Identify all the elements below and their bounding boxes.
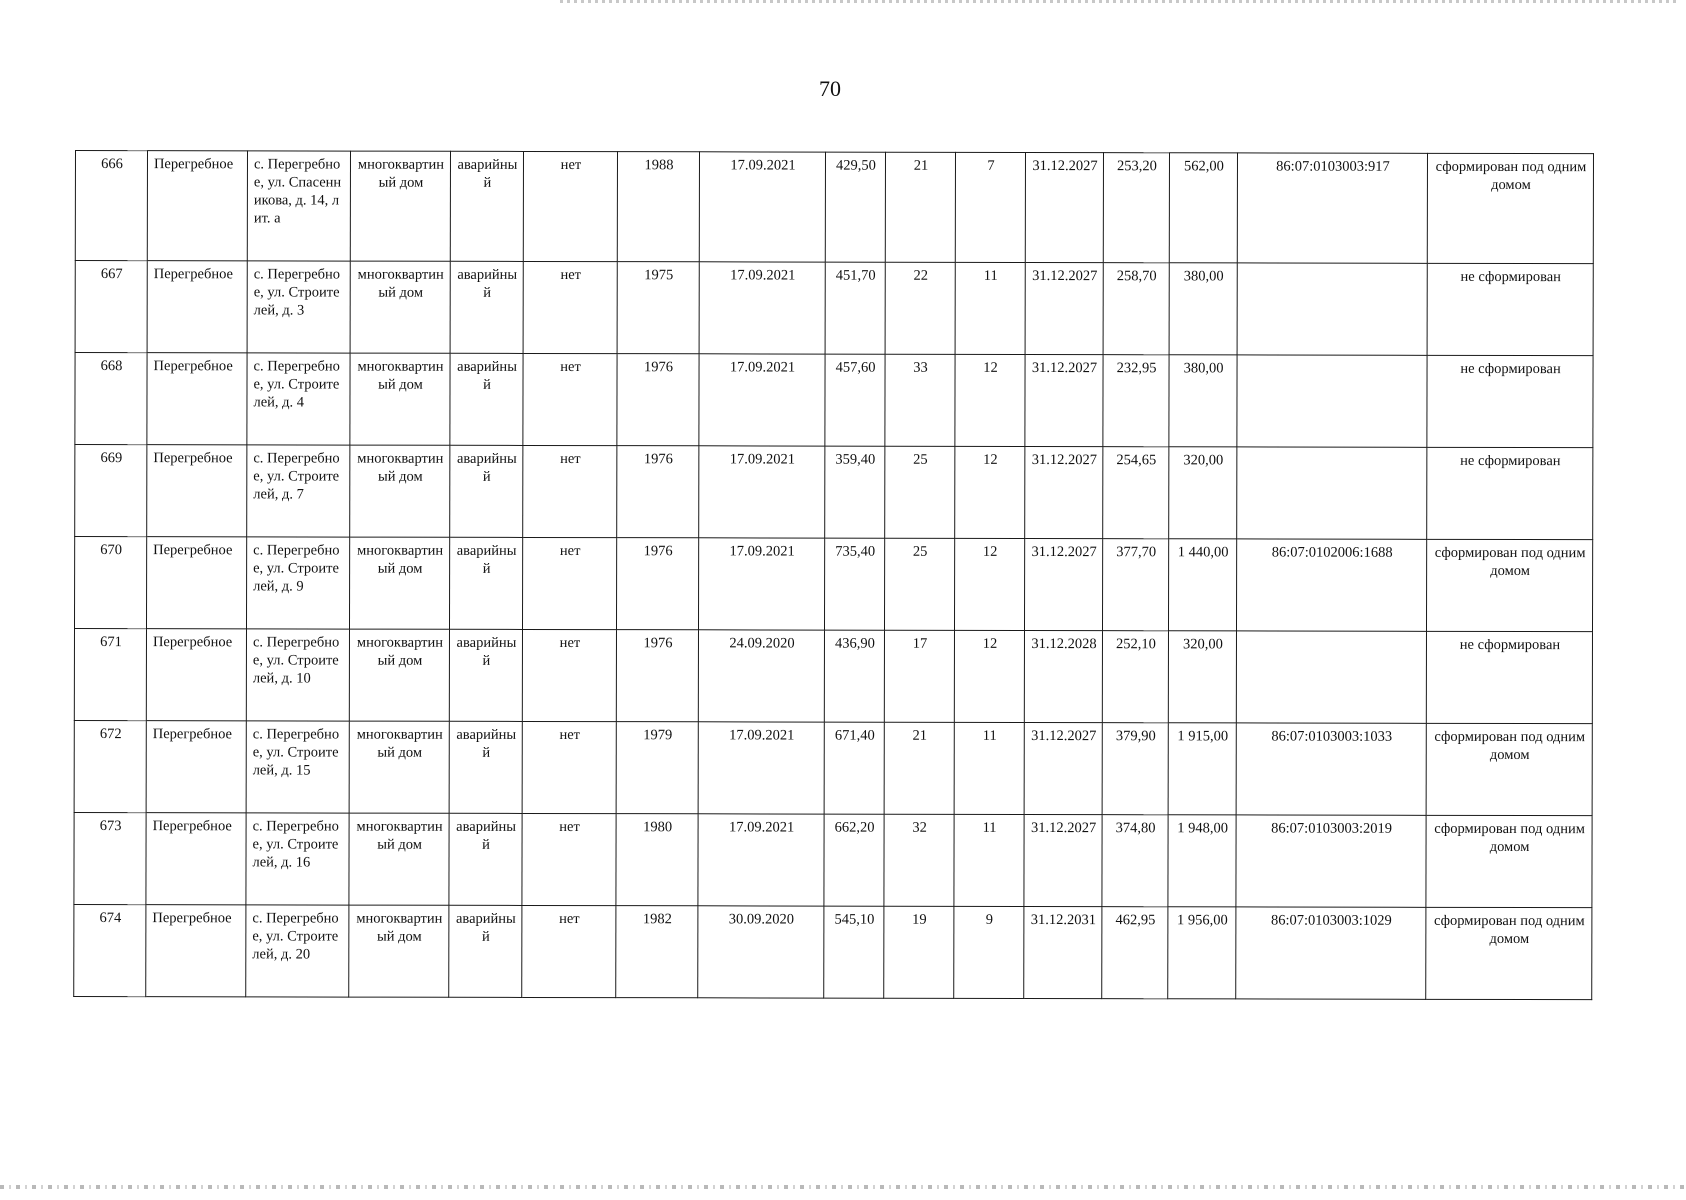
- land-plot-status-cell: не сформирован: [1427, 263, 1593, 355]
- area-cell: 359,40: [825, 446, 885, 538]
- address-cell: с. Перегребное, ул. Строителей, д. 16: [246, 813, 349, 905]
- table-row: [74, 537, 1592, 632]
- condition-cell: аварийный: [450, 151, 523, 261]
- value2-cell: 1 956,00: [1168, 907, 1236, 999]
- row-number-cell: 668: [75, 353, 147, 445]
- land-plot-status-cell: сформирован под одним домом: [1426, 539, 1592, 631]
- residents-cell: 17: [884, 630, 954, 722]
- deadline-cell: 31.12.2027: [1025, 446, 1103, 538]
- deadline-cell: 31.12.2027: [1024, 538, 1102, 630]
- settlement-cell: Перегребное: [147, 445, 247, 537]
- deadline-cell: 31.12.2028: [1024, 630, 1102, 722]
- cadastral-number-cell: 86:07:0103003:2019: [1236, 815, 1426, 907]
- value2-cell: 562,00: [1169, 153, 1237, 263]
- value2-cell: 1 915,00: [1168, 723, 1236, 815]
- flag-cell: нет: [522, 813, 616, 905]
- value1-cell: 379,90: [1102, 723, 1168, 815]
- settlement-cell: Перегребное: [146, 905, 246, 997]
- building-type-cell: многоквартиный дом: [349, 537, 449, 629]
- condition-cell: аварийный: [449, 813, 522, 905]
- registry-body: [74, 151, 1594, 1000]
- deadline-cell: 31.12.2027: [1025, 262, 1103, 354]
- page-number: 70: [819, 76, 841, 101]
- flag-cell: нет: [523, 151, 617, 261]
- build-year-cell: 1988: [617, 152, 699, 262]
- build-year-cell: 1976: [617, 446, 699, 538]
- settlement-cell: Перегребное: [147, 353, 247, 445]
- building-type-cell: многоквартиный дом: [349, 721, 449, 813]
- settlement-cell: Перегребное: [146, 721, 246, 813]
- deadline-cell: 31.12.2027: [1025, 354, 1103, 446]
- land-plot-status-cell: не сформирован: [1427, 355, 1593, 447]
- address-cell: с. Перегребное, ул. Строителей, д. 4: [247, 353, 350, 445]
- cadastral-number-cell: [1237, 355, 1427, 447]
- scan-edge-top: [560, 0, 1680, 3]
- build-year-cell: 1976: [616, 630, 698, 722]
- deadline-cell: 31.12.2031: [1024, 906, 1102, 998]
- address-cell: с. Перегребное, ул. Спасенникова, д. 14, лит. а: [247, 151, 350, 261]
- housing-registry-table: [73, 150, 1594, 1000]
- value1-cell: 254,65: [1103, 447, 1169, 539]
- land-plot-status-cell: сформирован под одним домом: [1426, 723, 1592, 815]
- residents-cell: 21: [885, 152, 955, 262]
- recognition-date-cell: 17.09.2021: [699, 354, 825, 446]
- rooms-cell: 9: [954, 906, 1024, 998]
- settlement-cell: Перегребное: [147, 261, 247, 353]
- residents-cell: 19: [884, 906, 954, 998]
- area-cell: 457,60: [825, 354, 885, 446]
- condition-cell: аварийный: [449, 537, 522, 629]
- recognition-date-cell: 17.09.2021: [699, 262, 825, 354]
- area-cell: 545,10: [824, 906, 884, 998]
- area-cell: 735,40: [824, 538, 884, 630]
- table-row: [74, 629, 1592, 724]
- area-cell: 451,70: [825, 262, 885, 354]
- rooms-cell: 12: [955, 446, 1025, 538]
- rooms-cell: 11: [955, 262, 1025, 354]
- table-row: [75, 353, 1593, 448]
- address-cell: с. Перегребное, ул. Строителей, д. 10: [246, 629, 349, 721]
- row-number-cell: 670: [74, 537, 146, 629]
- recognition-date-cell: 17.09.2021: [698, 538, 824, 630]
- value1-cell: 232,95: [1103, 355, 1169, 447]
- flag-cell: нет: [523, 353, 617, 445]
- value1-cell: 253,20: [1103, 153, 1169, 263]
- address-cell: с. Перегребное, ул. Строителей, д. 9: [246, 537, 349, 629]
- condition-cell: аварийный: [449, 721, 522, 813]
- building-type-cell: многоквартиный дом: [350, 353, 450, 445]
- row-number-cell: 674: [74, 904, 146, 996]
- table-row: [75, 151, 1593, 264]
- table-row: [74, 720, 1592, 815]
- scan-edge-bottom: [0, 1185, 1686, 1189]
- area-cell: 671,40: [824, 722, 884, 814]
- build-year-cell: 1976: [617, 354, 699, 446]
- flag-cell: нет: [523, 261, 617, 353]
- value2-cell: 1 440,00: [1168, 539, 1236, 631]
- building-type-cell: многоквартиный дом: [350, 261, 450, 353]
- cadastral-number-cell: 86:07:0103003:1029: [1236, 907, 1426, 999]
- deadline-cell: 31.12.2027: [1025, 152, 1103, 262]
- row-number-cell: 671: [74, 629, 146, 721]
- flag-cell: нет: [522, 905, 616, 997]
- row-number-cell: 667: [75, 261, 147, 353]
- cadastral-number-cell: 86:07:0103003:1033: [1236, 723, 1426, 815]
- table-row: [74, 812, 1592, 907]
- settlement-cell: Перегребное: [146, 537, 246, 629]
- rooms-cell: 11: [954, 722, 1024, 814]
- cadastral-number-cell: [1236, 631, 1426, 723]
- building-type-cell: многоквартиный дом: [350, 151, 450, 261]
- value2-cell: 380,00: [1169, 263, 1237, 355]
- flag-cell: нет: [522, 721, 616, 813]
- table-row: [74, 904, 1592, 999]
- rooms-cell: 12: [954, 538, 1024, 630]
- residents-cell: 25: [884, 538, 954, 630]
- residents-cell: 32: [884, 814, 954, 906]
- address-cell: с. Перегребное, ул. Строителей, д. 3: [247, 261, 350, 353]
- build-year-cell: 1979: [616, 722, 698, 814]
- build-year-cell: 1982: [616, 906, 698, 998]
- area-cell: 662,20: [824, 814, 884, 906]
- cadastral-number-cell: 86:07:0102006:1688: [1236, 539, 1426, 631]
- condition-cell: аварийный: [449, 629, 522, 721]
- recognition-date-cell: 24.09.2020: [698, 630, 824, 722]
- rooms-cell: 12: [955, 354, 1025, 446]
- condition-cell: аварийный: [450, 261, 523, 353]
- settlement-cell: Перегребное: [146, 629, 246, 721]
- deadline-cell: 31.12.2027: [1024, 722, 1102, 814]
- row-number-cell: 672: [74, 720, 146, 812]
- recognition-date-cell: 30.09.2020: [698, 906, 824, 998]
- address-cell: с. Перегребное, ул. Строителей, д. 15: [246, 721, 349, 813]
- residents-cell: 22: [885, 262, 955, 354]
- value1-cell: 374,80: [1102, 815, 1168, 907]
- land-plot-status-cell: сформирован под одним домом: [1426, 815, 1592, 907]
- cadastral-number-cell: [1237, 447, 1427, 539]
- row-number-cell: 673: [74, 812, 146, 904]
- recognition-date-cell: 17.09.2021: [698, 722, 824, 814]
- deadline-cell: 31.12.2027: [1024, 814, 1102, 906]
- rooms-cell: 12: [954, 630, 1024, 722]
- condition-cell: аварийный: [450, 353, 523, 445]
- value1-cell: 377,70: [1102, 539, 1168, 631]
- land-plot-status-cell: сформирован под одним домом: [1426, 907, 1592, 999]
- flag-cell: нет: [523, 445, 617, 537]
- row-number-cell: 666: [75, 151, 147, 261]
- condition-cell: аварийный: [449, 905, 522, 997]
- residents-cell: 33: [885, 354, 955, 446]
- residents-cell: 21: [884, 722, 954, 814]
- address-cell: с. Перегребное, ул. Строителей, д. 7: [247, 445, 350, 537]
- settlement-cell: Перегребное: [147, 151, 247, 261]
- build-year-cell: 1980: [616, 814, 698, 906]
- settlement-cell: Перегребное: [146, 813, 246, 905]
- value1-cell: 462,95: [1102, 907, 1168, 999]
- cadastral-number-cell: [1237, 263, 1427, 355]
- value2-cell: 1 948,00: [1168, 815, 1236, 907]
- building-type-cell: многоквартиный дом: [349, 905, 449, 997]
- area-cell: 436,90: [824, 630, 884, 722]
- land-plot-status-cell: не сформирован: [1427, 447, 1593, 539]
- value1-cell: 252,10: [1102, 631, 1168, 723]
- residents-cell: 25: [885, 446, 955, 538]
- condition-cell: аварийный: [450, 445, 523, 537]
- building-type-cell: многоквартиный дом: [349, 813, 449, 905]
- build-year-cell: 1976: [616, 538, 698, 630]
- value2-cell: 320,00: [1169, 447, 1237, 539]
- value2-cell: 320,00: [1168, 631, 1236, 723]
- value1-cell: 258,70: [1103, 263, 1169, 355]
- value2-cell: 380,00: [1169, 355, 1237, 447]
- rooms-cell: 11: [954, 814, 1024, 906]
- recognition-date-cell: 17.09.2021: [698, 814, 824, 906]
- flag-cell: нет: [522, 537, 616, 629]
- table-row: [75, 261, 1593, 356]
- land-plot-status-cell: не сформирован: [1426, 631, 1592, 723]
- area-cell: 429,50: [825, 152, 885, 262]
- building-type-cell: многоквартиный дом: [349, 629, 449, 721]
- row-number-cell: 669: [75, 445, 147, 537]
- build-year-cell: 1975: [617, 262, 699, 354]
- recognition-date-cell: 17.09.2021: [699, 152, 825, 262]
- recognition-date-cell: 17.09.2021: [699, 446, 825, 538]
- flag-cell: нет: [522, 629, 616, 721]
- table-row: [75, 445, 1593, 540]
- cadastral-number-cell: 86:07:0103003:917: [1237, 153, 1427, 263]
- building-type-cell: многоквартиный дом: [350, 445, 450, 537]
- land-plot-status-cell: сформирован под одним домом: [1427, 153, 1593, 263]
- address-cell: с. Перегребное, ул. Строителей, д. 20: [246, 905, 349, 997]
- rooms-cell: 7: [955, 152, 1025, 262]
